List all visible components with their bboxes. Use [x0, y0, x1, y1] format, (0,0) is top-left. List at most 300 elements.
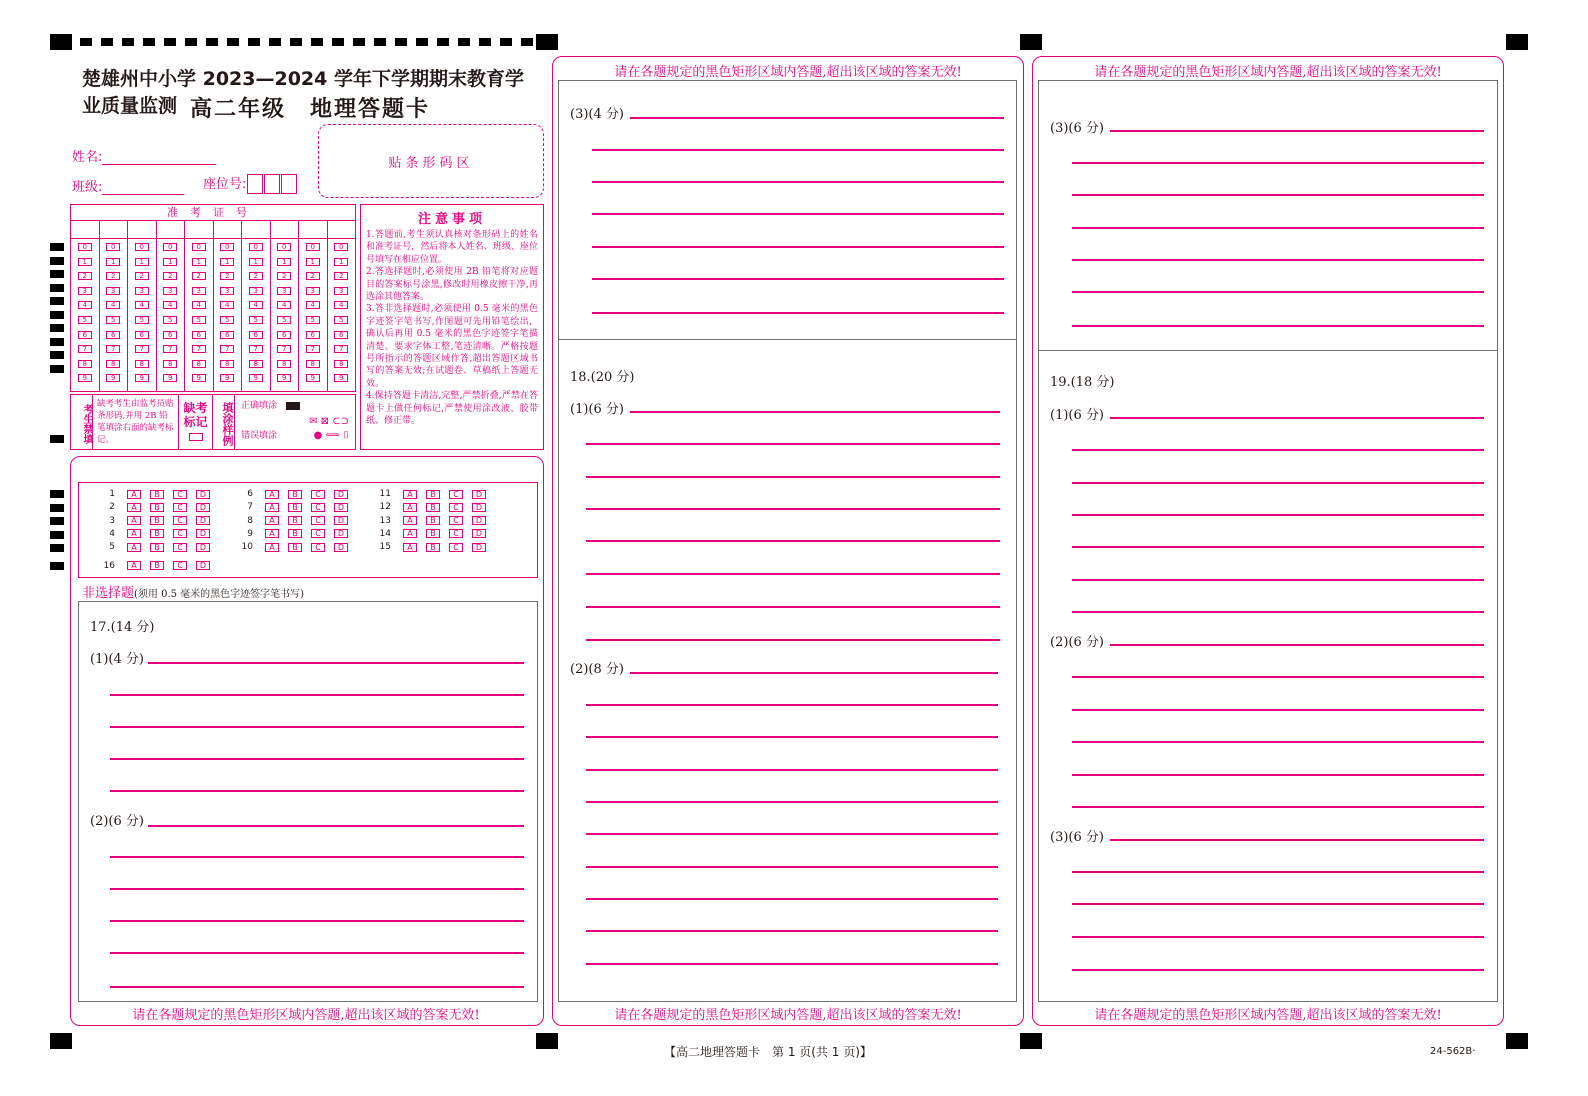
- answer-box-col3[interactable]: [1038, 80, 1498, 1002]
- answer-line[interactable]: [586, 833, 998, 835]
- digit-bubble[interactable]: 8: [220, 360, 234, 368]
- exam-number-column[interactable]: [185, 239, 214, 391]
- digit-bubble[interactable]: 1: [78, 258, 92, 266]
- mcq-option-bubble[interactable]: D: [334, 503, 348, 512]
- mcq-number: 13: [379, 515, 391, 526]
- mcq-question-row[interactable]: [231, 529, 357, 539]
- exam-number-column[interactable]: [299, 239, 328, 391]
- mcq-option-bubble[interactable]: A: [403, 516, 417, 525]
- answer-line[interactable]: [1072, 514, 1484, 516]
- digit-bubble[interactable]: 0: [106, 243, 120, 251]
- digit-bubble[interactable]: 1: [135, 258, 149, 266]
- question-17-1-label: (1)(4 分): [90, 652, 144, 667]
- digit-bubble[interactable]: 7: [334, 345, 348, 353]
- mcq-question-row[interactable]: [369, 542, 495, 552]
- digit-bubble[interactable]: 7: [277, 345, 291, 353]
- answer-line[interactable]: [1072, 482, 1484, 484]
- digit-bubble[interactable]: 6: [306, 331, 320, 339]
- registration-mark: [536, 34, 558, 50]
- mcq-option-bubble[interactable]: A: [127, 543, 141, 552]
- mcq-option-bubble[interactable]: C: [173, 543, 187, 552]
- mcq-option-bubble[interactable]: D: [334, 529, 348, 538]
- answer-line[interactable]: [1072, 162, 1484, 164]
- answer-line[interactable]: [586, 476, 1000, 478]
- area-warning: 请在各题规定的黑色矩形区域内答题,超出该区域的答案无效!: [614, 1008, 962, 1023]
- mcq-option-bubble[interactable]: B: [288, 516, 302, 525]
- digit-bubble[interactable]: 6: [163, 331, 177, 339]
- mcq-option-bubble[interactable]: B: [426, 490, 440, 499]
- question-18-1-label: (1)(6 分): [570, 402, 624, 417]
- digit-bubble[interactable]: 5: [306, 316, 320, 324]
- mcq-number: 15: [379, 542, 391, 553]
- digit-bubble[interactable]: 5: [277, 316, 291, 324]
- mcq-option-bubble[interactable]: C: [449, 516, 463, 525]
- digit-bubble[interactable]: 0: [277, 243, 291, 251]
- answer-line[interactable]: [586, 801, 998, 803]
- digit-bubble[interactable]: 0: [249, 243, 263, 251]
- answer-line[interactable]: [1072, 325, 1484, 327]
- digit-bubble[interactable]: 6: [220, 331, 234, 339]
- digit-bubble[interactable]: 4: [106, 301, 120, 309]
- digit-bubble[interactable]: 7: [249, 345, 263, 353]
- exam-number-column[interactable]: [157, 239, 186, 391]
- wrong-fill-icon: ✉ ⊠ ⊂⊃: [309, 416, 349, 427]
- mcq-question-row[interactable]: [369, 489, 495, 499]
- mcq-option-bubble[interactable]: D: [196, 490, 210, 499]
- digit-bubble[interactable]: 2: [249, 272, 263, 280]
- digit-bubble[interactable]: 8: [106, 360, 120, 368]
- digit-bubble[interactable]: 2: [277, 272, 291, 280]
- digit-bubble[interactable]: 5: [106, 316, 120, 324]
- digit-bubble[interactable]: 1: [192, 258, 206, 266]
- exam-number-column[interactable]: [214, 239, 243, 391]
- mcq-option-bubble[interactable]: A: [265, 529, 279, 538]
- mcq-option-bubble[interactable]: C: [449, 503, 463, 512]
- answer-line[interactable]: [586, 704, 998, 706]
- nonselect-note: (须用 0.5 毫米的黑色字迹签字笔书写): [134, 589, 305, 600]
- mcq-question-row[interactable]: [369, 529, 495, 539]
- mcq-option-bubble[interactable]: A: [127, 561, 141, 570]
- digit-bubble[interactable]: 8: [135, 360, 149, 368]
- answer-line[interactable]: [110, 952, 524, 954]
- digit-bubble[interactable]: 7: [163, 345, 177, 353]
- section-divider: [558, 339, 1017, 340]
- digit-bubble[interactable]: 5: [78, 316, 92, 324]
- digit-bubble[interactable]: 8: [334, 360, 348, 368]
- digit-bubble[interactable]: 5: [334, 316, 348, 324]
- digit-bubble[interactable]: 6: [334, 331, 348, 339]
- note-item: 4.保持答题卡清洁,完整,严禁折叠,严禁在答题卡上做任何标记,严禁使用涂改液、胶带纸、修正带。: [366, 391, 538, 427]
- digit-bubble[interactable]: 7: [192, 345, 206, 353]
- absent-mark-bubble[interactable]: [189, 433, 203, 441]
- digit-bubble[interactable]: 8: [249, 360, 263, 368]
- answer-line[interactable]: [586, 508, 1000, 510]
- mcq-option-bubble[interactable]: C: [449, 490, 463, 499]
- mcq-option-bubble[interactable]: B: [150, 503, 164, 512]
- digit-bubble[interactable]: 9: [78, 374, 92, 382]
- answer-line[interactable]: [110, 920, 524, 922]
- digit-bubble[interactable]: 1: [220, 258, 234, 266]
- answer-line[interactable]: [148, 825, 524, 827]
- digit-bubble[interactable]: 7: [106, 345, 120, 353]
- answer-line[interactable]: [1072, 194, 1484, 196]
- mcq-option-bubble[interactable]: C: [173, 516, 187, 525]
- answer-line[interactable]: [1072, 741, 1484, 743]
- digit-bubble[interactable]: 5: [220, 316, 234, 324]
- card-code: 24-562B·: [1430, 1046, 1476, 1057]
- mcq-number: 12: [379, 502, 391, 513]
- mcq-option-bubble[interactable]: D: [196, 516, 210, 525]
- answer-line[interactable]: [586, 866, 998, 868]
- mcq-option-bubble[interactable]: A: [127, 516, 141, 525]
- digit-bubble[interactable]: 3: [306, 287, 320, 295]
- answer-line[interactable]: [586, 898, 998, 900]
- digit-bubble[interactable]: 3: [249, 287, 263, 295]
- answer-line[interactable]: [592, 246, 1004, 248]
- digit-bubble[interactable]: 6: [277, 331, 291, 339]
- mcq-option-bubble[interactable]: C: [173, 503, 187, 512]
- mcq-question-row[interactable]: [93, 542, 219, 552]
- mcq-option-bubble[interactable]: D: [196, 503, 210, 512]
- mcq-option-bubble[interactable]: A: [265, 490, 279, 499]
- answer-line[interactable]: [586, 540, 1000, 542]
- digit-bubble[interactable]: 3: [220, 287, 234, 295]
- mcq-question-row[interactable]: [231, 516, 357, 526]
- digit-bubble[interactable]: 0: [135, 243, 149, 251]
- digit-bubble[interactable]: 4: [163, 301, 177, 309]
- digit-bubble[interactable]: 6: [135, 331, 149, 339]
- answer-line[interactable]: [592, 213, 1004, 215]
- digit-bubble[interactable]: 8: [277, 360, 291, 368]
- digit-bubble[interactable]: 4: [192, 301, 206, 309]
- answer-line[interactable]: [110, 986, 524, 988]
- mcq-option-bubble[interactable]: C: [311, 529, 325, 538]
- digit-bubble[interactable]: 9: [220, 374, 234, 382]
- answer-line[interactable]: [110, 888, 524, 890]
- digit-bubble[interactable]: 6: [78, 331, 92, 339]
- exam-number-write-row[interactable]: [71, 221, 355, 239]
- answer-line[interactable]: [110, 758, 524, 760]
- mcq-option-bubble[interactable]: A: [403, 529, 417, 538]
- note-item: 3.答非选择题时,必须使用 0.5 毫米的黑色字迹签字笔书写,作图题可先用铅笔绘出，确认后再用 0.5 毫米的黑色字迹签字笔描清楚。要求字体工整,笔迹清晰。严格按题号所指示的答题区域作答,超出答题区域书写的答案无效;在试题卷、草稿纸上答题无效。: [366, 304, 538, 389]
- answer-line[interactable]: [1072, 936, 1484, 938]
- answer-line[interactable]: [1110, 644, 1484, 646]
- name-label: 姓名:: [72, 150, 103, 165]
- digit-bubble[interactable]: 2: [135, 272, 149, 280]
- digit-bubble[interactable]: 1: [277, 258, 291, 266]
- mcq-option-bubble[interactable]: D: [334, 490, 348, 499]
- question-19-3-label: (3)(6 分): [1050, 830, 1104, 845]
- mcq-option-bubble[interactable]: B: [150, 529, 164, 538]
- digit-bubble[interactable]: 7: [306, 345, 320, 353]
- question-17-title: 17.(14 分): [90, 620, 155, 635]
- answer-line[interactable]: [1072, 546, 1484, 548]
- mcq-question-row[interactable]: [93, 502, 219, 512]
- mcq-question-row[interactable]: [93, 561, 219, 571]
- answer-line[interactable]: [586, 736, 998, 738]
- mcq-option-bubble[interactable]: D: [472, 490, 486, 499]
- answer-line[interactable]: [630, 117, 1004, 119]
- answer-line[interactable]: [1072, 871, 1484, 873]
- digit-bubble[interactable]: 5: [249, 316, 263, 324]
- mcq-option-bubble[interactable]: C: [173, 490, 187, 499]
- digit-bubble[interactable]: 1: [334, 258, 348, 266]
- answer-line[interactable]: [586, 639, 1000, 641]
- mcq-option-bubble[interactable]: D: [472, 529, 486, 538]
- digit-bubble[interactable]: 1: [163, 258, 177, 266]
- digit-bubble[interactable]: 2: [220, 272, 234, 280]
- digit-bubble[interactable]: 9: [249, 374, 263, 382]
- card-title: 高二年级 地理答题卡: [190, 97, 431, 122]
- answer-line[interactable]: [592, 278, 1004, 280]
- digit-bubble[interactable]: 4: [249, 301, 263, 309]
- digit-bubble[interactable]: 1: [249, 258, 263, 266]
- mcq-option-bubble[interactable]: C: [173, 529, 187, 538]
- digit-bubble[interactable]: 8: [78, 360, 92, 368]
- answer-line[interactable]: [1072, 611, 1484, 613]
- notes-title: 注意事项: [417, 212, 486, 227]
- exam-number-grid[interactable]: [70, 204, 356, 392]
- answer-line[interactable]: [1110, 417, 1484, 419]
- digit-bubble[interactable]: 2: [306, 272, 320, 280]
- absent-note: 缺考考生由监考员贴条形码,并用 2B 铅笔填涂右面的缺考标记。: [93, 395, 179, 449]
- mcq-number: 11: [379, 489, 391, 499]
- mcq-question-row[interactable]: [231, 502, 357, 512]
- mcq-option-bubble[interactable]: D: [334, 543, 348, 552]
- mcq-option-bubble[interactable]: A: [127, 529, 141, 538]
- answer-line[interactable]: [1072, 903, 1484, 905]
- digit-bubble[interactable]: 3: [106, 287, 120, 295]
- digit-bubble[interactable]: 3: [78, 287, 92, 295]
- mcq-option-bubble[interactable]: A: [403, 503, 417, 512]
- question-18-2-label: (2)(8 分): [570, 662, 624, 677]
- nonselect-heading: 非选择题: [82, 586, 135, 601]
- mcq-number: 9: [247, 528, 253, 539]
- digit-bubble[interactable]: 7: [220, 345, 234, 353]
- digit-bubble[interactable]: 9: [277, 374, 291, 382]
- mcq-option-bubble[interactable]: D: [472, 516, 486, 525]
- exam-number-column[interactable]: [128, 239, 157, 391]
- answer-line[interactable]: [1072, 291, 1484, 293]
- digit-bubble[interactable]: 4: [78, 301, 92, 309]
- mcq-option-bubble[interactable]: D: [472, 503, 486, 512]
- answer-line[interactable]: [1072, 969, 1484, 971]
- digit-bubble[interactable]: 4: [334, 301, 348, 309]
- answer-line[interactable]: [1110, 130, 1484, 132]
- digit-bubble[interactable]: 4: [135, 301, 149, 309]
- answer-line[interactable]: [1072, 806, 1484, 808]
- answer-line[interactable]: [1072, 676, 1484, 678]
- answer-line[interactable]: [148, 662, 524, 664]
- digit-bubble[interactable]: 3: [192, 287, 206, 295]
- answer-line[interactable]: [1072, 259, 1484, 261]
- digit-bubble[interactable]: 0: [78, 243, 92, 251]
- answer-line[interactable]: [1072, 579, 1484, 581]
- mcq-number: 10: [241, 542, 253, 553]
- mcq-option-bubble[interactable]: D: [196, 561, 210, 570]
- answer-line[interactable]: [110, 726, 524, 728]
- nonselect-title: [82, 582, 304, 601]
- answer-line[interactable]: [1072, 449, 1484, 451]
- answer-line[interactable]: [592, 181, 1004, 183]
- mcq-option-bubble[interactable]: A: [265, 543, 279, 552]
- side-timing-mark: [50, 562, 64, 570]
- digit-bubble[interactable]: 7: [135, 345, 149, 353]
- mcq-option-bubble[interactable]: A: [403, 543, 417, 552]
- mcq-option-bubble[interactable]: D: [196, 529, 210, 538]
- mcq-option-bubble[interactable]: A: [403, 490, 417, 499]
- mcq-question-row[interactable]: [369, 502, 495, 512]
- digit-bubble[interactable]: 2: [334, 272, 348, 280]
- answer-line[interactable]: [1072, 227, 1484, 229]
- mcq-option-bubble[interactable]: A: [127, 503, 141, 512]
- digit-bubble[interactable]: 3: [334, 287, 348, 295]
- answer-line[interactable]: [1072, 709, 1484, 711]
- name-field[interactable]: [72, 146, 216, 165]
- digit-bubble[interactable]: 6: [192, 331, 206, 339]
- answer-line[interactable]: [630, 672, 998, 674]
- digit-bubble[interactable]: 2: [163, 272, 177, 280]
- digit-bubble[interactable]: 9: [106, 374, 120, 382]
- exam-number-bubbles[interactable]: [71, 239, 355, 391]
- exam-number-column[interactable]: [271, 239, 300, 391]
- digit-bubble[interactable]: 2: [192, 272, 206, 280]
- mcq-question-row[interactable]: [231, 489, 357, 499]
- answer-line[interactable]: [1072, 774, 1484, 776]
- mcq-number: 3: [109, 515, 115, 526]
- digit-bubble[interactable]: 0: [334, 243, 348, 251]
- mcq-option-bubble[interactable]: B: [426, 503, 440, 512]
- mcq-question-row[interactable]: [93, 489, 219, 499]
- mcq-option-bubble[interactable]: D: [334, 516, 348, 525]
- digit-bubble[interactable]: 6: [249, 331, 263, 339]
- mcq-question-row[interactable]: [369, 516, 495, 526]
- digit-bubble[interactable]: 5: [135, 316, 149, 324]
- digit-bubble[interactable]: 8: [192, 360, 206, 368]
- mcq-question-row[interactable]: [93, 516, 219, 526]
- digit-bubble[interactable]: 7: [78, 345, 92, 353]
- digit-bubble[interactable]: 2: [78, 272, 92, 280]
- answer-line[interactable]: [586, 963, 998, 965]
- note-item: 2.答选择题时,必须使用 2B 铅笔将对应题目的答案标号涂黑,修改时用橡皮擦干净,再选涂其他答案。: [366, 267, 538, 303]
- mcq-option-bubble[interactable]: C: [449, 543, 463, 552]
- digit-bubble[interactable]: 2: [106, 272, 120, 280]
- barcode-area: 贴条形码区: [318, 124, 544, 198]
- mcq-option-bubble[interactable]: D: [472, 543, 486, 552]
- digit-bubble[interactable]: 4: [306, 301, 320, 309]
- mcq-option-bubble[interactable]: D: [196, 543, 210, 552]
- mcq-option-bubble[interactable]: C: [311, 503, 325, 512]
- digit-bubble[interactable]: 1: [306, 258, 320, 266]
- answer-line[interactable]: [586, 769, 998, 771]
- digit-bubble[interactable]: 1: [106, 258, 120, 266]
- answer-line[interactable]: [110, 694, 524, 696]
- answer-line[interactable]: [592, 312, 1004, 314]
- mcq-option-bubble[interactable]: A: [265, 516, 279, 525]
- digit-bubble[interactable]: 3: [277, 287, 291, 295]
- mcq-option-bubble[interactable]: B: [150, 516, 164, 525]
- fill-sample: [235, 395, 355, 449]
- mcq-option-bubble[interactable]: B: [150, 490, 164, 499]
- seat-label: 座位号:: [203, 177, 247, 192]
- answer-line[interactable]: [586, 443, 1000, 445]
- mcq-number: 14: [379, 528, 391, 539]
- mcq-option-bubble[interactable]: B: [288, 529, 302, 538]
- mcq-option-bubble[interactable]: B: [426, 529, 440, 538]
- exam-number-column[interactable]: [328, 239, 356, 391]
- correct-fill-label: 正确填涂: [241, 401, 278, 411]
- exam-number-column[interactable]: [242, 239, 271, 391]
- mcq-option-bubble[interactable]: B: [288, 503, 302, 512]
- exam-number-column[interactable]: [100, 239, 129, 391]
- mcq-question-row[interactable]: [231, 542, 357, 552]
- digit-bubble[interactable]: 0: [163, 243, 177, 251]
- digit-bubble[interactable]: 4: [220, 301, 234, 309]
- digit-bubble[interactable]: 0: [192, 243, 206, 251]
- answer-line[interactable]: [110, 856, 524, 858]
- mcq-option-bubble[interactable]: B: [426, 516, 440, 525]
- answer-line[interactable]: [1110, 839, 1484, 841]
- digit-bubble[interactable]: 9: [334, 374, 348, 382]
- digit-bubble[interactable]: 0: [306, 243, 320, 251]
- mcq-option-bubble[interactable]: B: [288, 490, 302, 499]
- wrong-fill-label: 错误填涂: [241, 431, 278, 441]
- mcq-option-bubble[interactable]: B: [150, 543, 164, 552]
- answer-line[interactable]: [586, 930, 998, 932]
- mcq-option-bubble[interactable]: B: [426, 543, 440, 552]
- mcq-option-bubble[interactable]: B: [288, 543, 302, 552]
- answer-line[interactable]: [110, 790, 524, 792]
- multiple-choice-area[interactable]: [78, 482, 538, 578]
- answer-line[interactable]: [586, 606, 1000, 608]
- mcq-option-bubble[interactable]: C: [311, 543, 325, 552]
- class-label: 班级:: [72, 180, 103, 195]
- class-field[interactable]: [72, 176, 184, 195]
- mcq-option-bubble[interactable]: C: [311, 516, 325, 525]
- exam-number-column[interactable]: [71, 239, 100, 391]
- mcq-option-bubble[interactable]: C: [449, 529, 463, 538]
- seat-field[interactable]: [203, 173, 297, 194]
- digit-bubble[interactable]: 5: [192, 316, 206, 324]
- mcq-option-bubble[interactable]: C: [173, 561, 187, 570]
- digit-bubble[interactable]: 9: [163, 374, 177, 382]
- digit-bubble[interactable]: 6: [106, 331, 120, 339]
- digit-bubble[interactable]: 0: [220, 243, 234, 251]
- question-17-2-label: (2)(6 分): [90, 814, 144, 829]
- digit-bubble[interactable]: 8: [163, 360, 177, 368]
- answer-line[interactable]: [592, 149, 1004, 151]
- digit-bubble[interactable]: 9: [192, 374, 206, 382]
- digit-bubble[interactable]: 9: [306, 374, 320, 382]
- area-warning: 请在各题规定的黑色矩形区域内答题,超出该区域的答案无效!: [1094, 1008, 1442, 1023]
- mcq-option-bubble[interactable]: B: [150, 561, 164, 570]
- answer-line[interactable]: [586, 573, 1000, 575]
- mcq-question-row[interactable]: [93, 529, 219, 539]
- note-item: 1.答题前,考生须认真核对条形码上的姓名和准考证号，然后将本人姓名、班级、座位号填写在相应位置。: [366, 230, 538, 265]
- mcq-option-bubble[interactable]: A: [127, 490, 141, 499]
- sample-label: 填涂样例: [213, 395, 235, 449]
- digit-bubble[interactable]: 8: [306, 360, 320, 368]
- digit-bubble[interactable]: 4: [277, 301, 291, 309]
- mcq-option-bubble[interactable]: A: [265, 503, 279, 512]
- digit-bubble[interactable]: 3: [135, 287, 149, 295]
- mcq-option-bubble[interactable]: C: [311, 490, 325, 499]
- digit-bubble[interactable]: 3: [163, 287, 177, 295]
- absent-mark[interactable]: [179, 395, 213, 449]
- digit-bubble[interactable]: 9: [135, 374, 149, 382]
- digit-bubble[interactable]: 5: [163, 316, 177, 324]
- answer-line[interactable]: [630, 411, 1000, 413]
